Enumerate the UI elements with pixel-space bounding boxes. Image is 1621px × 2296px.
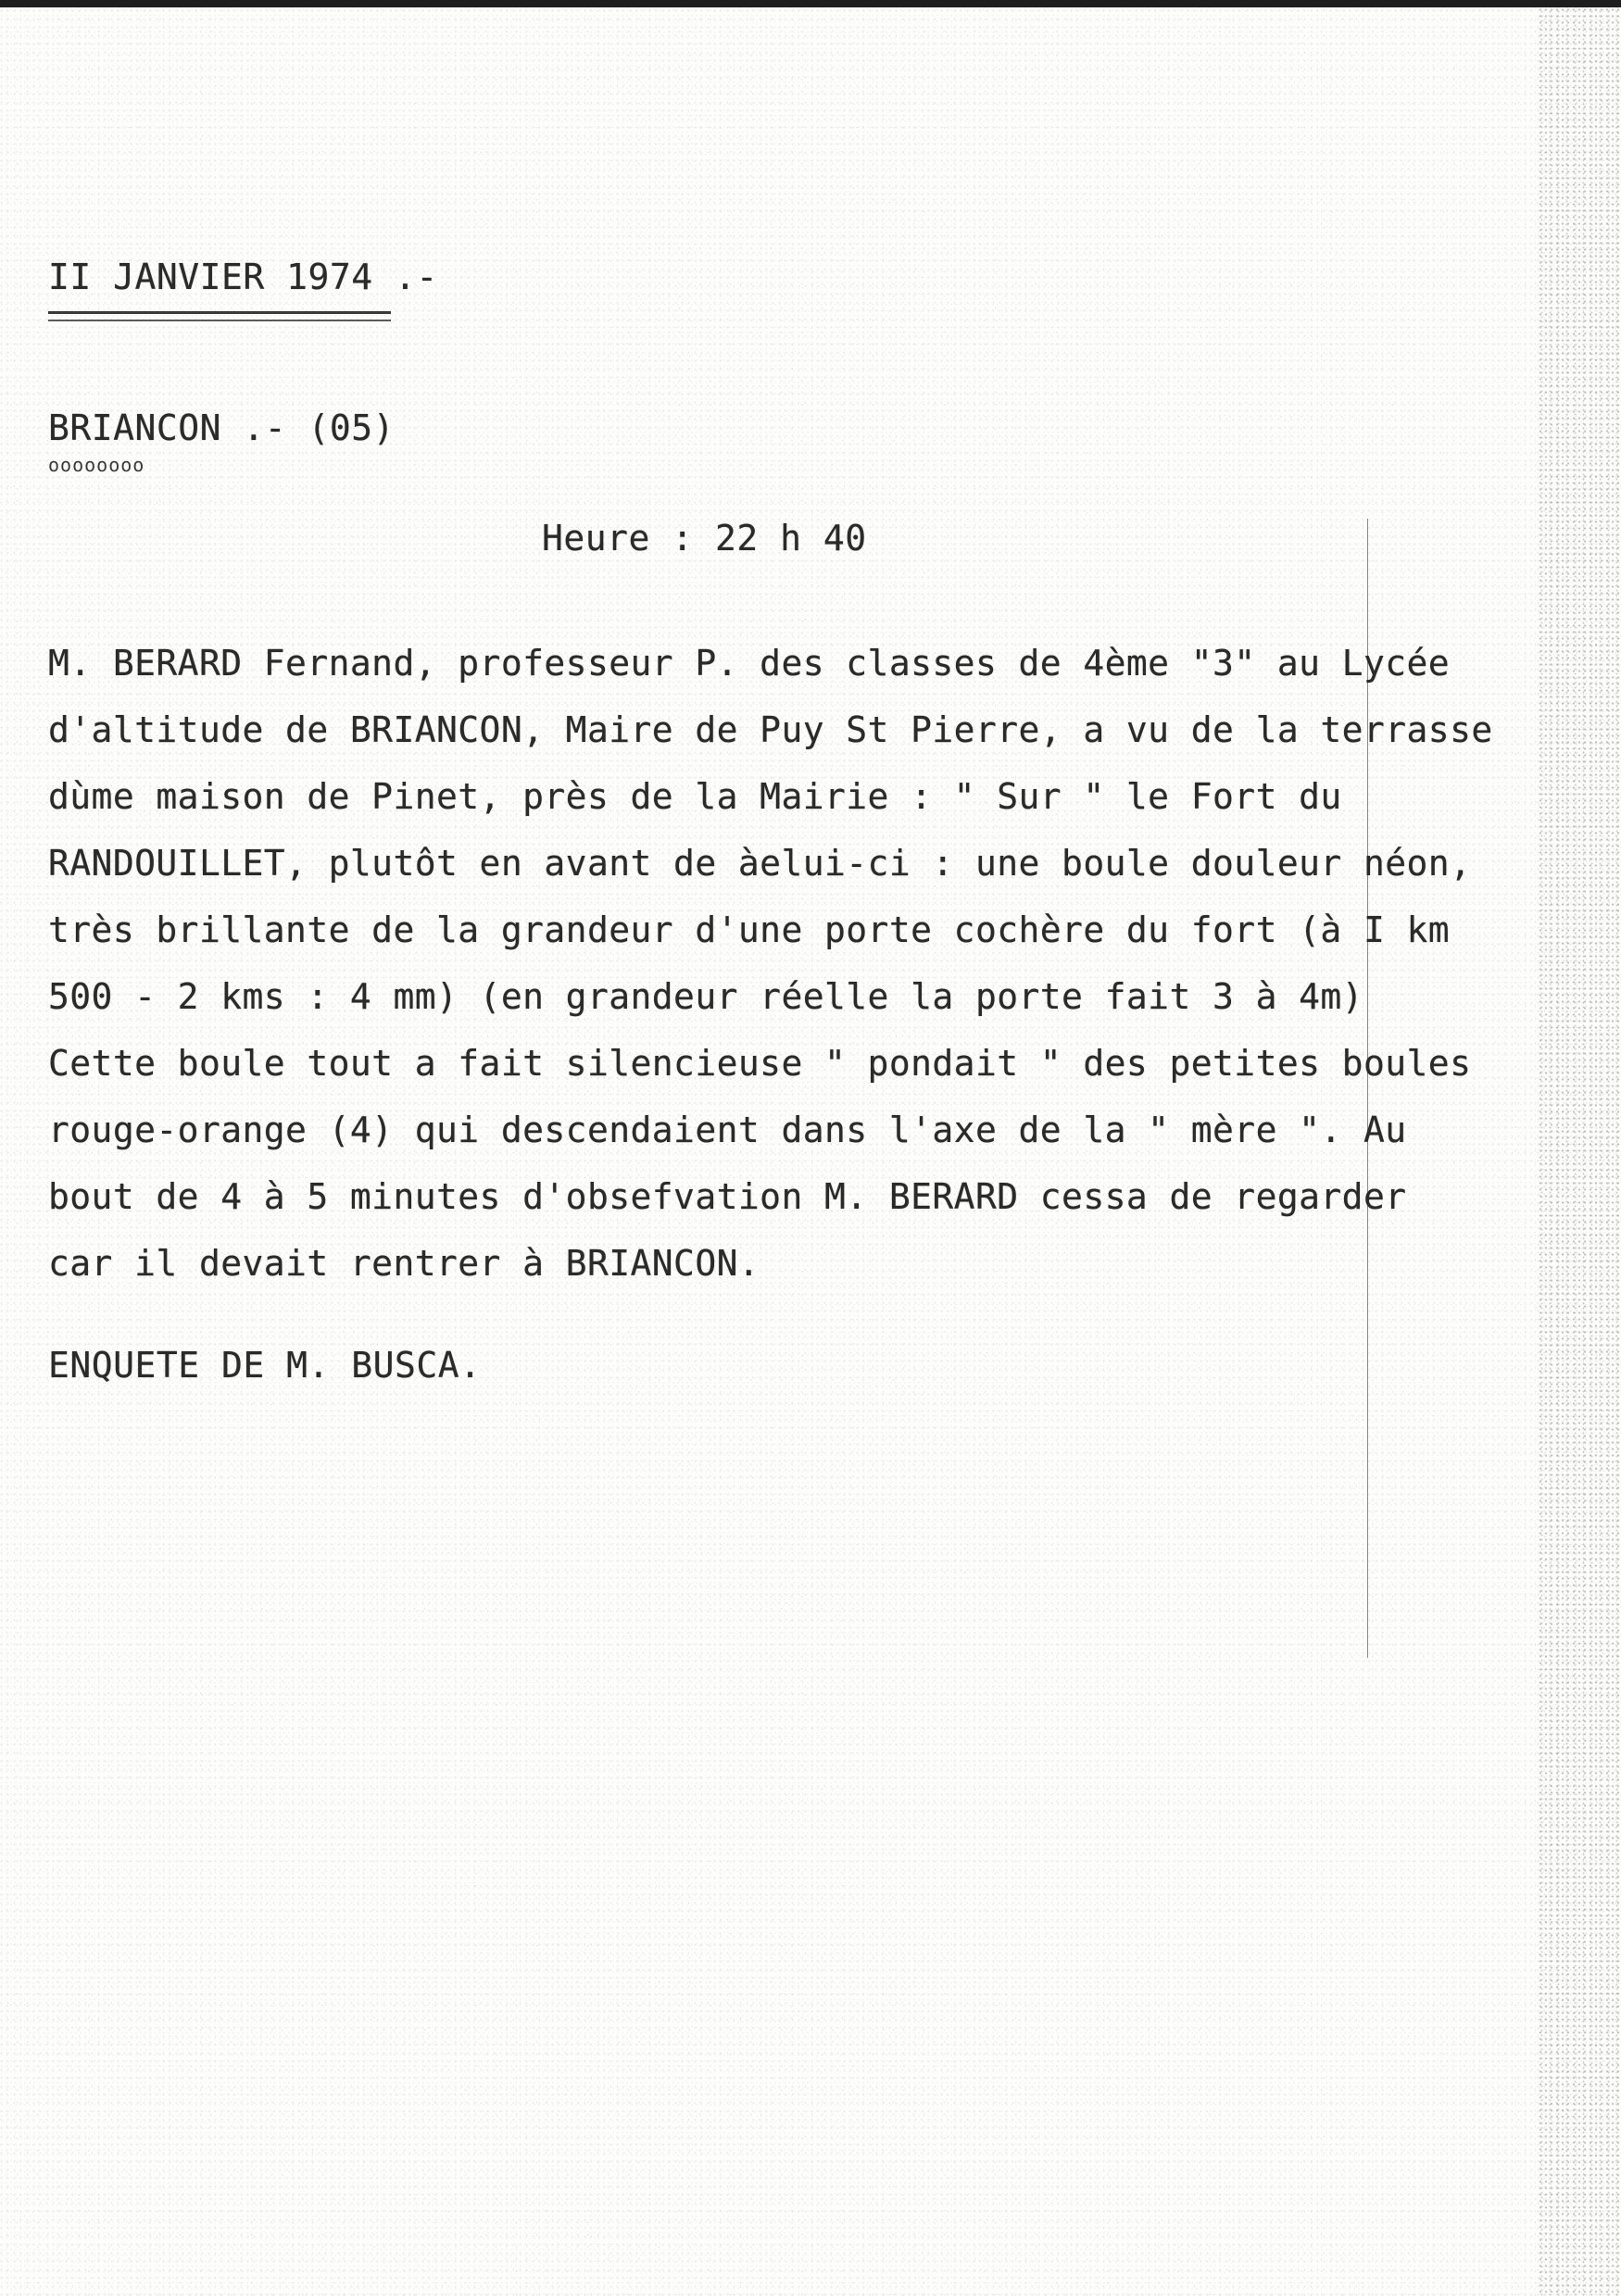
body-line: rouge-orange (4) qui descendaient dans l'axe de la " mère ". Au xyxy=(48,1110,1407,1150)
investigation-signature: ENQUETE DE M. BUSCA. xyxy=(48,1345,482,1386)
body-line: 500 - 2 kms : 4 mm) (en grandeur réelle la porte fait 3 à 4m) xyxy=(48,976,1363,1017)
body-line: d'altitude de BRIANCON, Maire de Puy St Pierre, a vu de la terrasse xyxy=(48,709,1493,750)
body-line: car il devait rentrer à BRIANCON. xyxy=(48,1243,760,1284)
scan-top-edge xyxy=(0,0,1621,7)
report-time: Heure : 22 h 40 xyxy=(542,518,867,558)
body-line: bout de 4 à 5 minutes d'obsefvation M. BERARD cessa de regarder xyxy=(48,1176,1407,1217)
report-date: II JANVIER 1974 .- xyxy=(48,257,438,297)
body-line: très brillante de la grandeur d'une porte cochère du fort (à I km xyxy=(48,910,1451,950)
date-underline-double xyxy=(48,320,391,321)
place-underline: oooooooo xyxy=(48,454,145,476)
date-underline xyxy=(48,311,391,314)
body-line: Cette boule tout a fait silencieuse " pondait " des petites boules xyxy=(48,1043,1472,1084)
body-line: M. BERARD Fernand, professeur P. des classes de 4ème "3" au Lycée xyxy=(48,643,1451,684)
report-place: BRIANCON .- (05) xyxy=(48,408,396,448)
body-line: dùme maison de Pinet, près de la Mairie : " Sur " le Fort du xyxy=(48,776,1342,817)
report-body xyxy=(48,630,1567,1297)
body-line: RANDOUILLET, plutôt en avant de àelui-ci : une boule douleur néon, xyxy=(48,843,1472,884)
